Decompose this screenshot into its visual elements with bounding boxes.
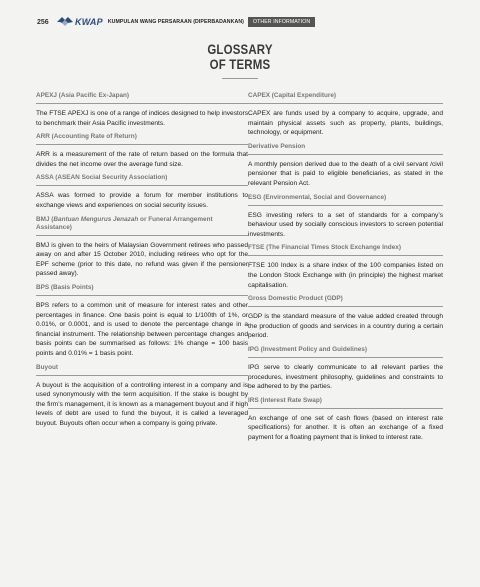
glossary-definition: BPS refers to a common unit of measure for interest rates and other percentages in finance. One basis point is equal to 1/100th of 1%, or 0.01%, or 0.0001, and is used to denote the percentage change in a financial instrument. The relationship between percentage changes and basis points can be summarised as follows: 1% change = 100 basis points and 0.01% = 1 basis point. <box>36 301 248 357</box>
glossary-definition: A buyout is the acquisition of a controlling interest in a company and is used synonymously with the term acquisition. If the stake is bought by the firm’s management, it is known as a management buyout and if high levels of debt are used to fund the buyout, it is called a leveraged buyout. Buyouts often occur when a company is going private. <box>36 381 248 427</box>
kwap-logo <box>57 17 103 27</box>
glossary-term: IPG (Investment Policy and Guidelines) <box>248 346 443 358</box>
glossary-definition: BMJ is given to the heirs of Malaysian Government retirees who passed away on and after 15 October 2010, including retirees who opt for the EPF scheme (prior to this date, no refund was given if the pensioner passed away). <box>36 241 248 278</box>
glossary-term: CAPEX (Capital Expenditure) <box>248 92 443 104</box>
title-divider <box>222 78 258 79</box>
glossary-definition: IPG serve to clearly communicate to all relevant parties the procedures, investment philosophy, guidelines and constraints to be adhered to by the parties. <box>248 363 443 391</box>
glossary-left-column <box>36 92 248 433</box>
kwap-logo-icon <box>57 17 73 27</box>
glossary-term: Buyout <box>36 364 248 376</box>
page-title-line1: GLOSSARY <box>207 41 273 57</box>
page-header <box>37 14 480 30</box>
glossary-term-bmj <box>36 216 248 236</box>
glossary-term: Gross Domestic Product (GDP) <box>248 295 443 307</box>
glossary-term: FTSE (The Financial Times Stock Exchange Index) <box>248 244 443 256</box>
glossary-definition: GDP is the standard measure of the value added created through the production of goods and services in a country during a certain period. <box>248 313 443 340</box>
glossary-right-column <box>248 92 443 447</box>
glossary-term: ARR (Accounting Rate of Return) <box>36 133 248 145</box>
term-italic: Bantuan Mengurus Jenazah <box>53 215 139 223</box>
glossary-definition: ASSA was formed to provide a forum for member institutions to exchange views and experiences on social security issues. <box>36 192 248 209</box>
page-title-line2: OF TERMS <box>209 56 271 72</box>
glossary-definition: An exchange of one set of cash flows (based on interest rate specifications) for another. It is often an exchange of a fixed payment for a floating payment that is linked to interest rate. <box>248 414 443 441</box>
glossary-definition: CAPEX are funds used by a company to acquire, upgrade, and maintain physical assets such as property, plants, buildings, technology, or equipment. <box>248 110 443 137</box>
section-tab: OTHER INFORMATION <box>248 17 315 27</box>
glossary-term: ESG (Environmental, Social and Governance) <box>248 194 443 206</box>
organization-name: KUMPULAN WANG PERSARAAN (DIPERBADANKAN) <box>107 19 244 25</box>
glossary-term: BPS (Basis Points) <box>36 284 248 296</box>
glossary-definition: FTSE 100 Index is a share index of the 100 companies listed on the London Stock Exchange with (in principle) the highest market capitalisation. <box>248 262 443 289</box>
glossary-definition: A monthly pension derived due to the death of a civil servant /civil pensioner that is paid to eligible beneficiaries, as stated in the relevant Pension Act. <box>248 160 443 187</box>
glossary-term: APEXJ (Asia Pacific Ex-Japan) <box>36 92 248 104</box>
logo-text: KWAP <box>75 17 103 27</box>
term-prefix: BMJ ( <box>36 215 54 223</box>
glossary-definition: The FTSE APEXJ is one of a range of indices designed to help investors to benchmark their Asia Pacific investments. <box>36 110 248 127</box>
glossary-definition: ARR is a measurement of the rate of return based on the formula that divides the net income over the average fund size. <box>36 151 248 168</box>
glossary-definition: ESG investing refers to a set of standards for a company’s behaviour used by socially conscious investors to screen potential investments. <box>248 211 443 238</box>
term-suffix: or Funeral Arrangement Assistance) <box>36 215 213 231</box>
glossary-term: ASSA (ASEAN Social Security Association) <box>36 174 248 186</box>
glossary-title-block <box>0 42 480 79</box>
glossary-term: Derivative Pension <box>248 143 443 155</box>
glossary-term: IRS (Interest Rate Swap) <box>248 397 443 409</box>
page-number: 256 <box>37 18 49 26</box>
